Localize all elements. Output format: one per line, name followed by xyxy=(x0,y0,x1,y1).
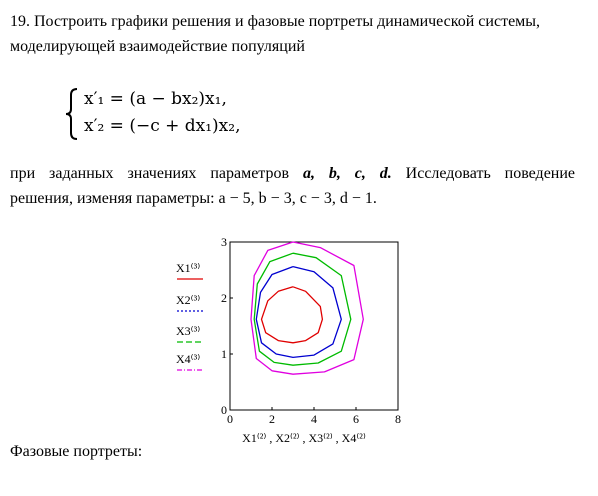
x-tick-label: 0 xyxy=(227,412,233,426)
x-tick-label: 6 xyxy=(353,412,359,426)
series-x2-curve xyxy=(256,267,341,358)
y-tick-label: 2 xyxy=(221,291,227,305)
equation-1: x′₁ = (a − bx₂)x₁, xyxy=(84,89,227,109)
problem-line-1: 19. Построить графики решения и фазовые портреты динамической системы, xyxy=(10,13,541,30)
conditions-suffix: Исследовать поведение xyxy=(405,165,576,182)
series-x1-curve xyxy=(262,287,323,343)
phase-portrait-chart xyxy=(168,232,410,462)
problem-statement xyxy=(10,9,575,59)
phase-portrait-svg xyxy=(168,232,410,462)
y-axis-label-entry: X1⁽³⁾ xyxy=(176,261,201,275)
y-tick-label: 1 xyxy=(221,347,227,361)
x-tick-label: 2 xyxy=(269,412,275,426)
problem-line-2: моделирующей взаимодействие популяций xyxy=(10,38,305,55)
y-axis-label-entry: X2⁽³⁾ xyxy=(176,293,201,307)
x-axis-label: X1⁽²⁾ , X2⁽²⁾ , X3⁽²⁾ , X4⁽²⁾ xyxy=(242,431,366,445)
conditions-line-1 xyxy=(10,161,575,186)
x-tick-label: 8 xyxy=(395,412,401,426)
equation-system xyxy=(62,85,262,143)
y-tick-label: 3 xyxy=(221,235,227,249)
y-axis-label-entry: X3⁽³⁾ xyxy=(176,324,201,338)
y-axis-label-entry: X4⁽³⁾ xyxy=(176,352,201,366)
equation-2: x′₂ = (−c + dx₁)x₂, xyxy=(84,116,241,136)
y-tick-label: 0 xyxy=(221,403,227,417)
conditions-line-2: решения, изменяя параметры: a − 5, b − 3, c − 3, d − 1. xyxy=(10,190,377,207)
left-brace-icon xyxy=(62,85,84,143)
parameter-list: a, b, c, d. xyxy=(302,165,392,182)
x-tick-label: 4 xyxy=(311,412,317,426)
phase-portraits-label: Фазовые портреты: xyxy=(10,443,143,460)
series-x4-curve xyxy=(251,242,363,374)
conditions-prefix: при заданных значениях параметров xyxy=(10,165,290,182)
